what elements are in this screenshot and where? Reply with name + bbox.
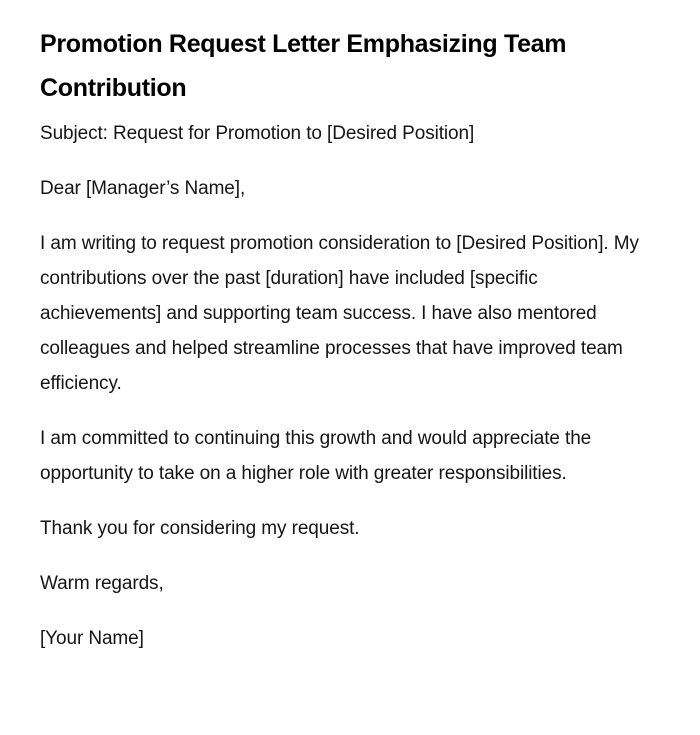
signature: [Your Name]	[40, 628, 144, 649]
thanks-line: Thank you for considering my request.	[40, 518, 360, 539]
salutation: Dear [Manager’s Name],	[40, 178, 246, 199]
body-paragraph: I am writing to request promotion consideration to [Desired Position]. My contributions over the past [duration] have included [specific achievements] and supporting team success. I have also mentored colleagues and helped streamline processes that have improved team efficiency.	[40, 233, 639, 394]
subject-line: Subject: Request for Promotion to [Desired Position]	[40, 123, 475, 144]
document-title: Promotion Request Letter Emphasizing Team Contribution	[40, 30, 567, 102]
closing-line: Warm regards,	[40, 573, 164, 594]
body-paragraph: I am committed to continuing this growth and would appreciate the opportunity to take on a higher role with greater responsibilities.	[40, 428, 592, 484]
